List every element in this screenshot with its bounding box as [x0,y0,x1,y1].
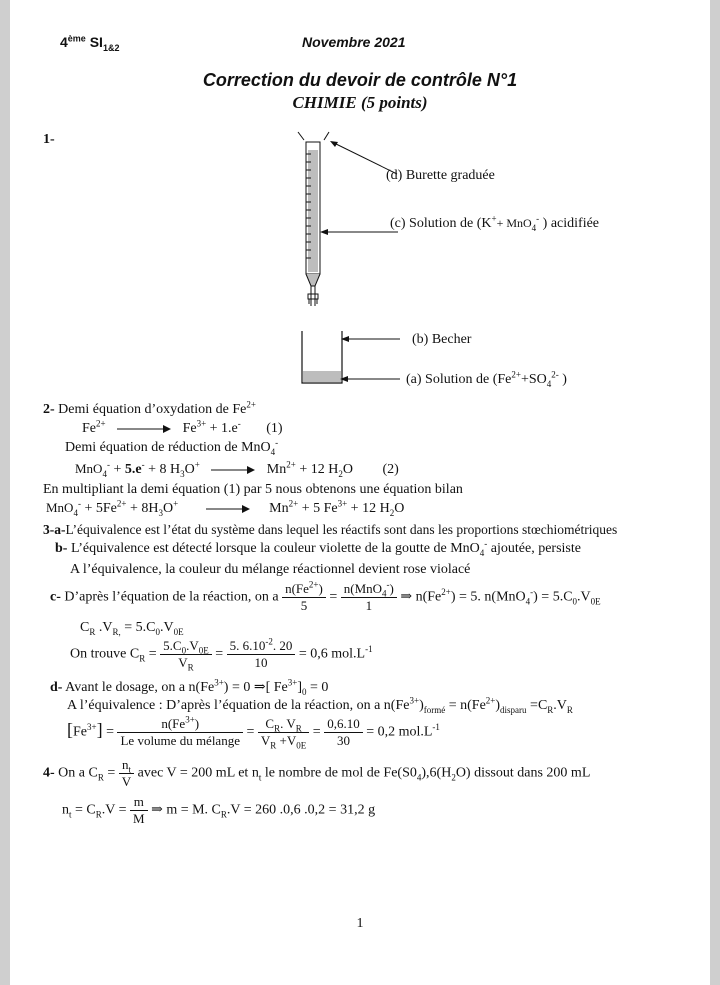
fraction-numeric-value: $\frac{0,6.10}{30}$ [324,716,363,749]
fraction-fe3-over-volume: $\frac{n(Fe^{3+})}{\text{Le volume du mélange}}$ [117,716,243,749]
answer-3c-relation: $C_R$ $.V_{R,} = 5.C_0.V_{0E}$ [80,620,184,637]
multiplication-sentence: En multipliant la demi équation (1) par 5 nous obtenons une équation bilan [43,482,463,497]
answer-3d-equivalence: A l’équivalence : D’après l’équation de la réaction, on a $n(Fe^{3+})_{formé} = n(Fe^{2+})_{disparu} =C_R.V_R$ [67,695,573,715]
label-burette: (d) Burette graduée [386,168,495,183]
question-1-number: 1- [43,132,55,147]
beaker-icon [302,331,342,383]
page-title: Correction du devoir de contrôle N°1 [202,70,518,90]
header-date: Novembre 2021 [302,34,406,50]
bilan-equation: $MnO_4^- + 5Fe^{2+} + 8H_3O^+$ $Mn^{2+} + 5$ $Fe^{3+} + 12$ $H_2O$ [46,498,405,518]
fraction-fe2-over-5: $\frac{n(Fe^{2+})}{5}$ [282,581,326,614]
label-solution-iron: (a) Solution de ($Fe^{2+}+SO_4^{2-}$ ) [406,369,567,389]
answer-3d-concentration: $[Fe^{3+}]$ = $\frac{n(Fe^{3+})}{\text{Le volume du mélange}}$ = $\frac{C_R. V_R}{V_R +V_{0E}}$ = $\frac{0,6.10}{30}$ = 0,2 $mol.L^{-1}$ [67,714,440,751]
answer-3b-color: A l’équivalence, la couleur du mélange réactionnel devient rose violacé [70,562,471,577]
document-page [10,0,710,985]
page-number: 1 [356,916,364,931]
fraction-m-over-M: $\frac{m}{M}$ [130,794,148,827]
reduction-title: Demi équation de réduction de MnO$_4$- [65,437,279,457]
oxidation-equation: $Fe^{2+}$ $Fe^{3+} + 1.e^-$ (1) [82,418,283,436]
answer-4-mass: $n_t = C_R.V$ = $\frac{m}{M}$ ⇒ m = M. $C_R.V = 260$ .0,6 .0,2 = 31,2 g [62,794,376,826]
answer-4: 4- On a $C_R$ = $\frac{n_t}{V}$ avec V = 200 mL et $n_t$ le nombre de mol de $Fe(S0_4),6(H_2O)$ dissout dans 200 mL [43,757,591,789]
answer-3d: d- Avant le dosage, on a $n(Fe^{3+}) = 0$ ⇒[ $Fe^{3+}]_0 = 0$ [50,677,329,697]
answer-3a: 3-a-L’équivalence est l’état du système dans lequel les réactifs sont dans les proportions stœchiométriques [43,522,618,537]
label-beaker: (b) Becher [412,332,472,347]
page-subtitle: CHIMIE (5 points) [292,93,428,112]
reaction-arrow-icon [206,504,250,514]
fraction-mno4-over-1: $\frac{n(MnO_4^-)}{1}$ [341,581,397,614]
class-level: 4ème $SI_{1\&2}$ [60,33,120,53]
fraction-cr-numeric: $\frac{5. 6.10^{-2}. 20}{10}$ [227,638,296,671]
reaction-arrow-icon [211,465,255,475]
titration-diagram [280,128,400,393]
answer-3c: c- D’après l’équation de la réaction, on a $\frac{n(Fe^{2+})}{5}$ = $\frac{n(MnO_4^-)}{1}$ ⇒ $n(Fe^{2+}) = 5$. $n(MnO_4^-) = 5.C_0.V_{0E}$ [50,579,601,613]
burette-icon [298,132,329,306]
fraction-cr-vr-over-total: $\frac{C_R. V_R}{V_R +V_{0E}}$ [258,716,309,749]
fraction-nt-over-v: $\frac{n_t}{V}$ [119,757,134,790]
oxidation-title: 2- Demi équation d’oxydation de $Fe^{2+}$ [43,399,256,417]
label-solution-permanganate: (c) Solution de (K++ MnO$_4$- ) acidifiée [390,213,600,233]
reduction-equation: MnO$_4$- + 5.e- + 8 $H_3O^+$ $Mn^{2+} + 12$ $H_2O$ (2) [75,459,399,479]
answer-3b: b- L’équivalence est détecté lorsque la couleur violette de la goutte de MnO$_4$- ajoutée, persiste [55,538,581,558]
reaction-arrow-icon [117,424,171,434]
fraction-cr-formula: $\frac{5.C_0.V_{0E}}{V_R}$ [160,638,212,671]
answer-3c-result: On trouve $C_R$ = $\frac{5.C_0.V_{0E}}{V_R}$ = $\frac{5. 6.10^{-2}. 20}{10}$ = 0,6 $mol.L^{-1}$ [70,636,373,673]
